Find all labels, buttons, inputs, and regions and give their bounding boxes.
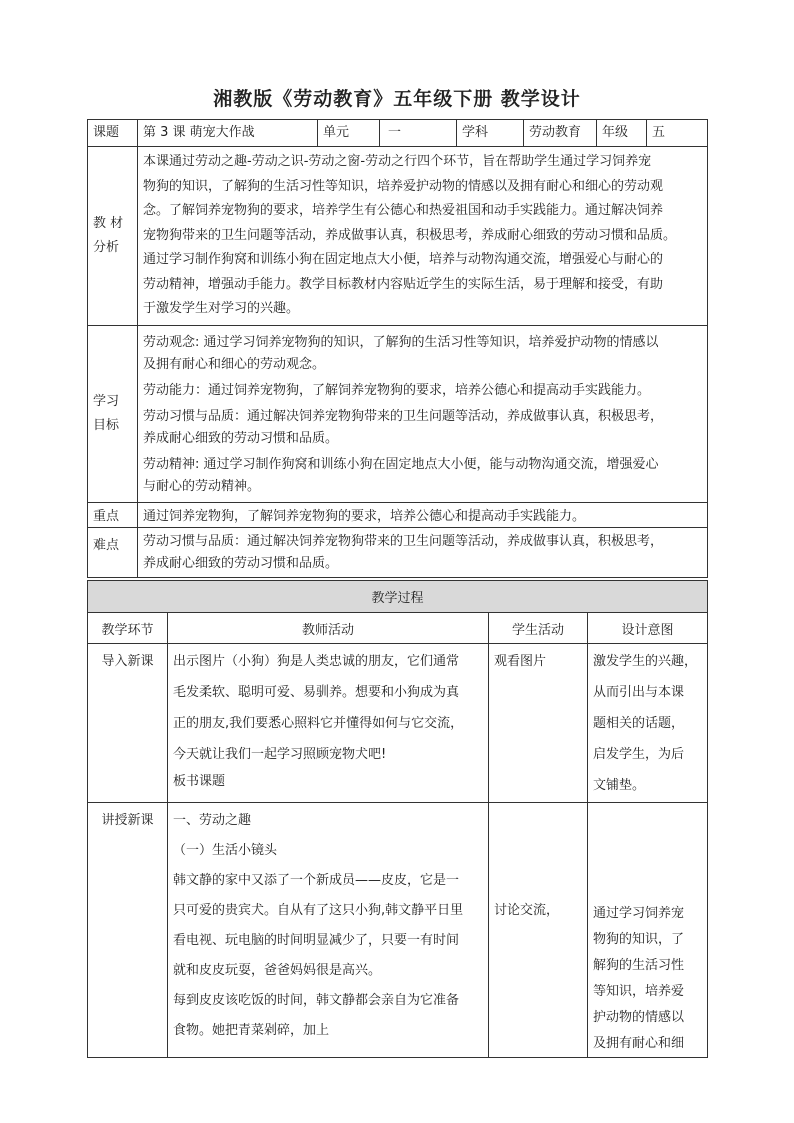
process-heading-row [88, 581, 708, 613]
analysis-line: 劳动精神，增强动手能力。教学目标教材内容贴近学生的实际生活，易于理解和接受，有助 [143, 276, 664, 292]
focus-text: 通过饲养宠物狗，了解饲养宠物狗的要求，培养公德心和提高动手实践能力。 [138, 502, 708, 527]
info-table [87, 119, 708, 578]
new-design [588, 803, 708, 1058]
analysis-line: 宠物狗带来的卫生问题等活动，养成做事认真，积极思考，养成耐心细致的劳动习惯和品质。 [143, 227, 677, 243]
grade-label: 年级 [597, 120, 647, 147]
goal-line: 与耐心的劳动精神。 [143, 478, 261, 494]
grade-value: 五 [647, 120, 708, 147]
goal-line: 劳动习惯与品质：通过解决饲养宠物狗带来的卫生问题等活动，养成做事认真，积极思考， [143, 408, 664, 424]
teacher-line: 毛发柔软、聪明可爱、易驯养。想要和小狗成为真 [173, 685, 460, 700]
goal-line: 养成耐心细致的劳动习惯和品质。 [143, 430, 339, 446]
design-line: 护动物的情感以 [593, 1010, 685, 1025]
col-stage: 教学环节 [88, 613, 168, 644]
design-line: 题相关的话题， [593, 716, 685, 731]
process-row-new [88, 803, 708, 1058]
course-label: 课题 [88, 120, 138, 147]
col-teacher: 教师活动 [168, 613, 489, 644]
subject-label: 学科 [457, 120, 524, 147]
header-row [88, 120, 708, 147]
focus-row [88, 502, 708, 527]
goal-line: 劳动能力：通过饲养宠物狗，了解饲养宠物狗的要求，培养公德心和提高动手实践能力。 [143, 382, 651, 398]
goals-label [88, 325, 138, 502]
goals-row [88, 325, 708, 502]
teacher-line: 看电视、玩电脑的时间明显减少了，只要一有时间 [173, 933, 460, 948]
teacher-line: 食物。她把青菜剁碎，加上 [173, 1023, 330, 1038]
design-line: 等知识，培养爱 [593, 984, 685, 999]
analysis-text [138, 147, 708, 326]
teacher-line: 今天就让我们一起学习照顾宠物犬吧! [173, 747, 387, 762]
unit-label: 单元 [318, 120, 380, 147]
difficulty-line: 劳动习惯与品质：通过解决饲养宠物狗带来的卫生问题等活动，养成做事认真，积极思考， [143, 533, 664, 549]
difficulty-text [138, 527, 708, 577]
col-design: 设计意图 [588, 613, 708, 644]
teacher-line: 正的朋友,我们要悉心照料它并懂得如何与它交流， [173, 716, 464, 731]
difficulty-line: 养成耐心细致的劳动习惯和品质。 [143, 555, 339, 571]
analysis-label-line1: 教 材 [93, 215, 124, 231]
teacher-line: 只可爱的贵宾犬。自从有了这只小狗,韩文静平日里 [173, 903, 464, 918]
design-line: 物狗的知识，了 [593, 932, 685, 947]
process-table [87, 580, 708, 1058]
goal-line: 劳动精神: 通过学习制作狗窝和训练小狗在固定地点大小便，能与动物沟通交流，增强爱心 [143, 456, 659, 472]
teacher-line: 一、劳动之趣 [173, 813, 252, 828]
difficulty-row [88, 527, 708, 577]
process-column-headers [88, 613, 708, 644]
difficulty-label: 难点 [88, 527, 138, 577]
intro-stage: 导入新课 [88, 644, 168, 803]
analysis-label-line2: 分析 [93, 239, 120, 255]
intro-teacher [168, 644, 489, 803]
goals-label-line2: 目标 [93, 417, 120, 433]
analysis-line: 物狗的知识，了解狗的生活习性等知识，培养爱护动物的情感以及拥有耐心和细心的劳动观 [143, 178, 664, 194]
course-value: 第 3 课 萌宠大作战 [138, 120, 318, 147]
design-line: 激发学生的兴趣， [593, 654, 698, 669]
analysis-row [88, 147, 708, 326]
goals-text [138, 325, 708, 502]
document-title: 湘教版《劳动教育》五年级下册 教学设计 [213, 88, 581, 110]
design-line: 文铺垫。 [593, 778, 646, 793]
goal-line: 劳动观念: 通过学习饲养宠物狗的知识，了解狗的生活习性等知识，培养爱护动物的情感以 [143, 334, 659, 350]
goal-line: 及拥有耐心和细心的劳动观念。 [143, 356, 326, 372]
teacher-line: （一）生活小镜头 [173, 843, 278, 858]
col-student: 学生活动 [489, 613, 588, 644]
unit-value: 一 [380, 120, 457, 147]
process-heading: 教学过程 [88, 581, 708, 613]
intro-student: 观看图片 [489, 644, 588, 803]
analysis-line: 于激发学生对学习的兴趣。 [143, 301, 300, 316]
goals-label-line1: 学习 [93, 393, 120, 409]
teacher-line: 板书课题 [173, 774, 226, 789]
teacher-line: 韩文静的家中又添了一个新成员——皮皮，它是一 [173, 873, 460, 888]
new-student [489, 803, 588, 1058]
analysis-label [88, 147, 138, 326]
teacher-line: 就和皮皮玩耍，爸爸妈妈很是高兴。 [173, 963, 382, 978]
process-row-intro [88, 644, 708, 803]
subject-value: 劳动教育 [524, 120, 597, 147]
new-student-text: 讨论交流， [494, 903, 560, 918]
design-line: 及拥有耐心和细 [593, 1036, 685, 1051]
focus-label: 重点 [88, 502, 138, 527]
design-line: 启发学生，为后 [593, 747, 685, 762]
design-line: 从而引出与本课 [593, 685, 685, 700]
new-teacher [168, 803, 489, 1058]
design-line: 解狗的生活习性 [593, 958, 685, 973]
teacher-line: 出示图片（小狗）狗是人类忠诚的朋友，它们通常 [173, 654, 460, 669]
analysis-line: 本课通过劳动之趣-劳动之识-劳动之窗-劳动之行四个环节，旨在帮助学生通过学习饲养宠 [143, 154, 652, 169]
teacher-line: 每到皮皮该吃饭的时间，韩文静都会亲自为它准备 [173, 993, 460, 1008]
analysis-line: 通过学习制作狗窝和训练小狗在固定地点大小便，培养与动物沟通交流，增强爱心与耐心的 [143, 252, 664, 267]
design-line: 通过学习饲养宠 [593, 906, 685, 921]
analysis-line: 念。了解饲养宠物狗的要求，培养学生有公德心和热爱祖国和动手实践能力。通过解决饲养 [143, 203, 664, 218]
intro-design [588, 644, 708, 803]
new-stage: 讲授新课 [88, 803, 168, 1058]
